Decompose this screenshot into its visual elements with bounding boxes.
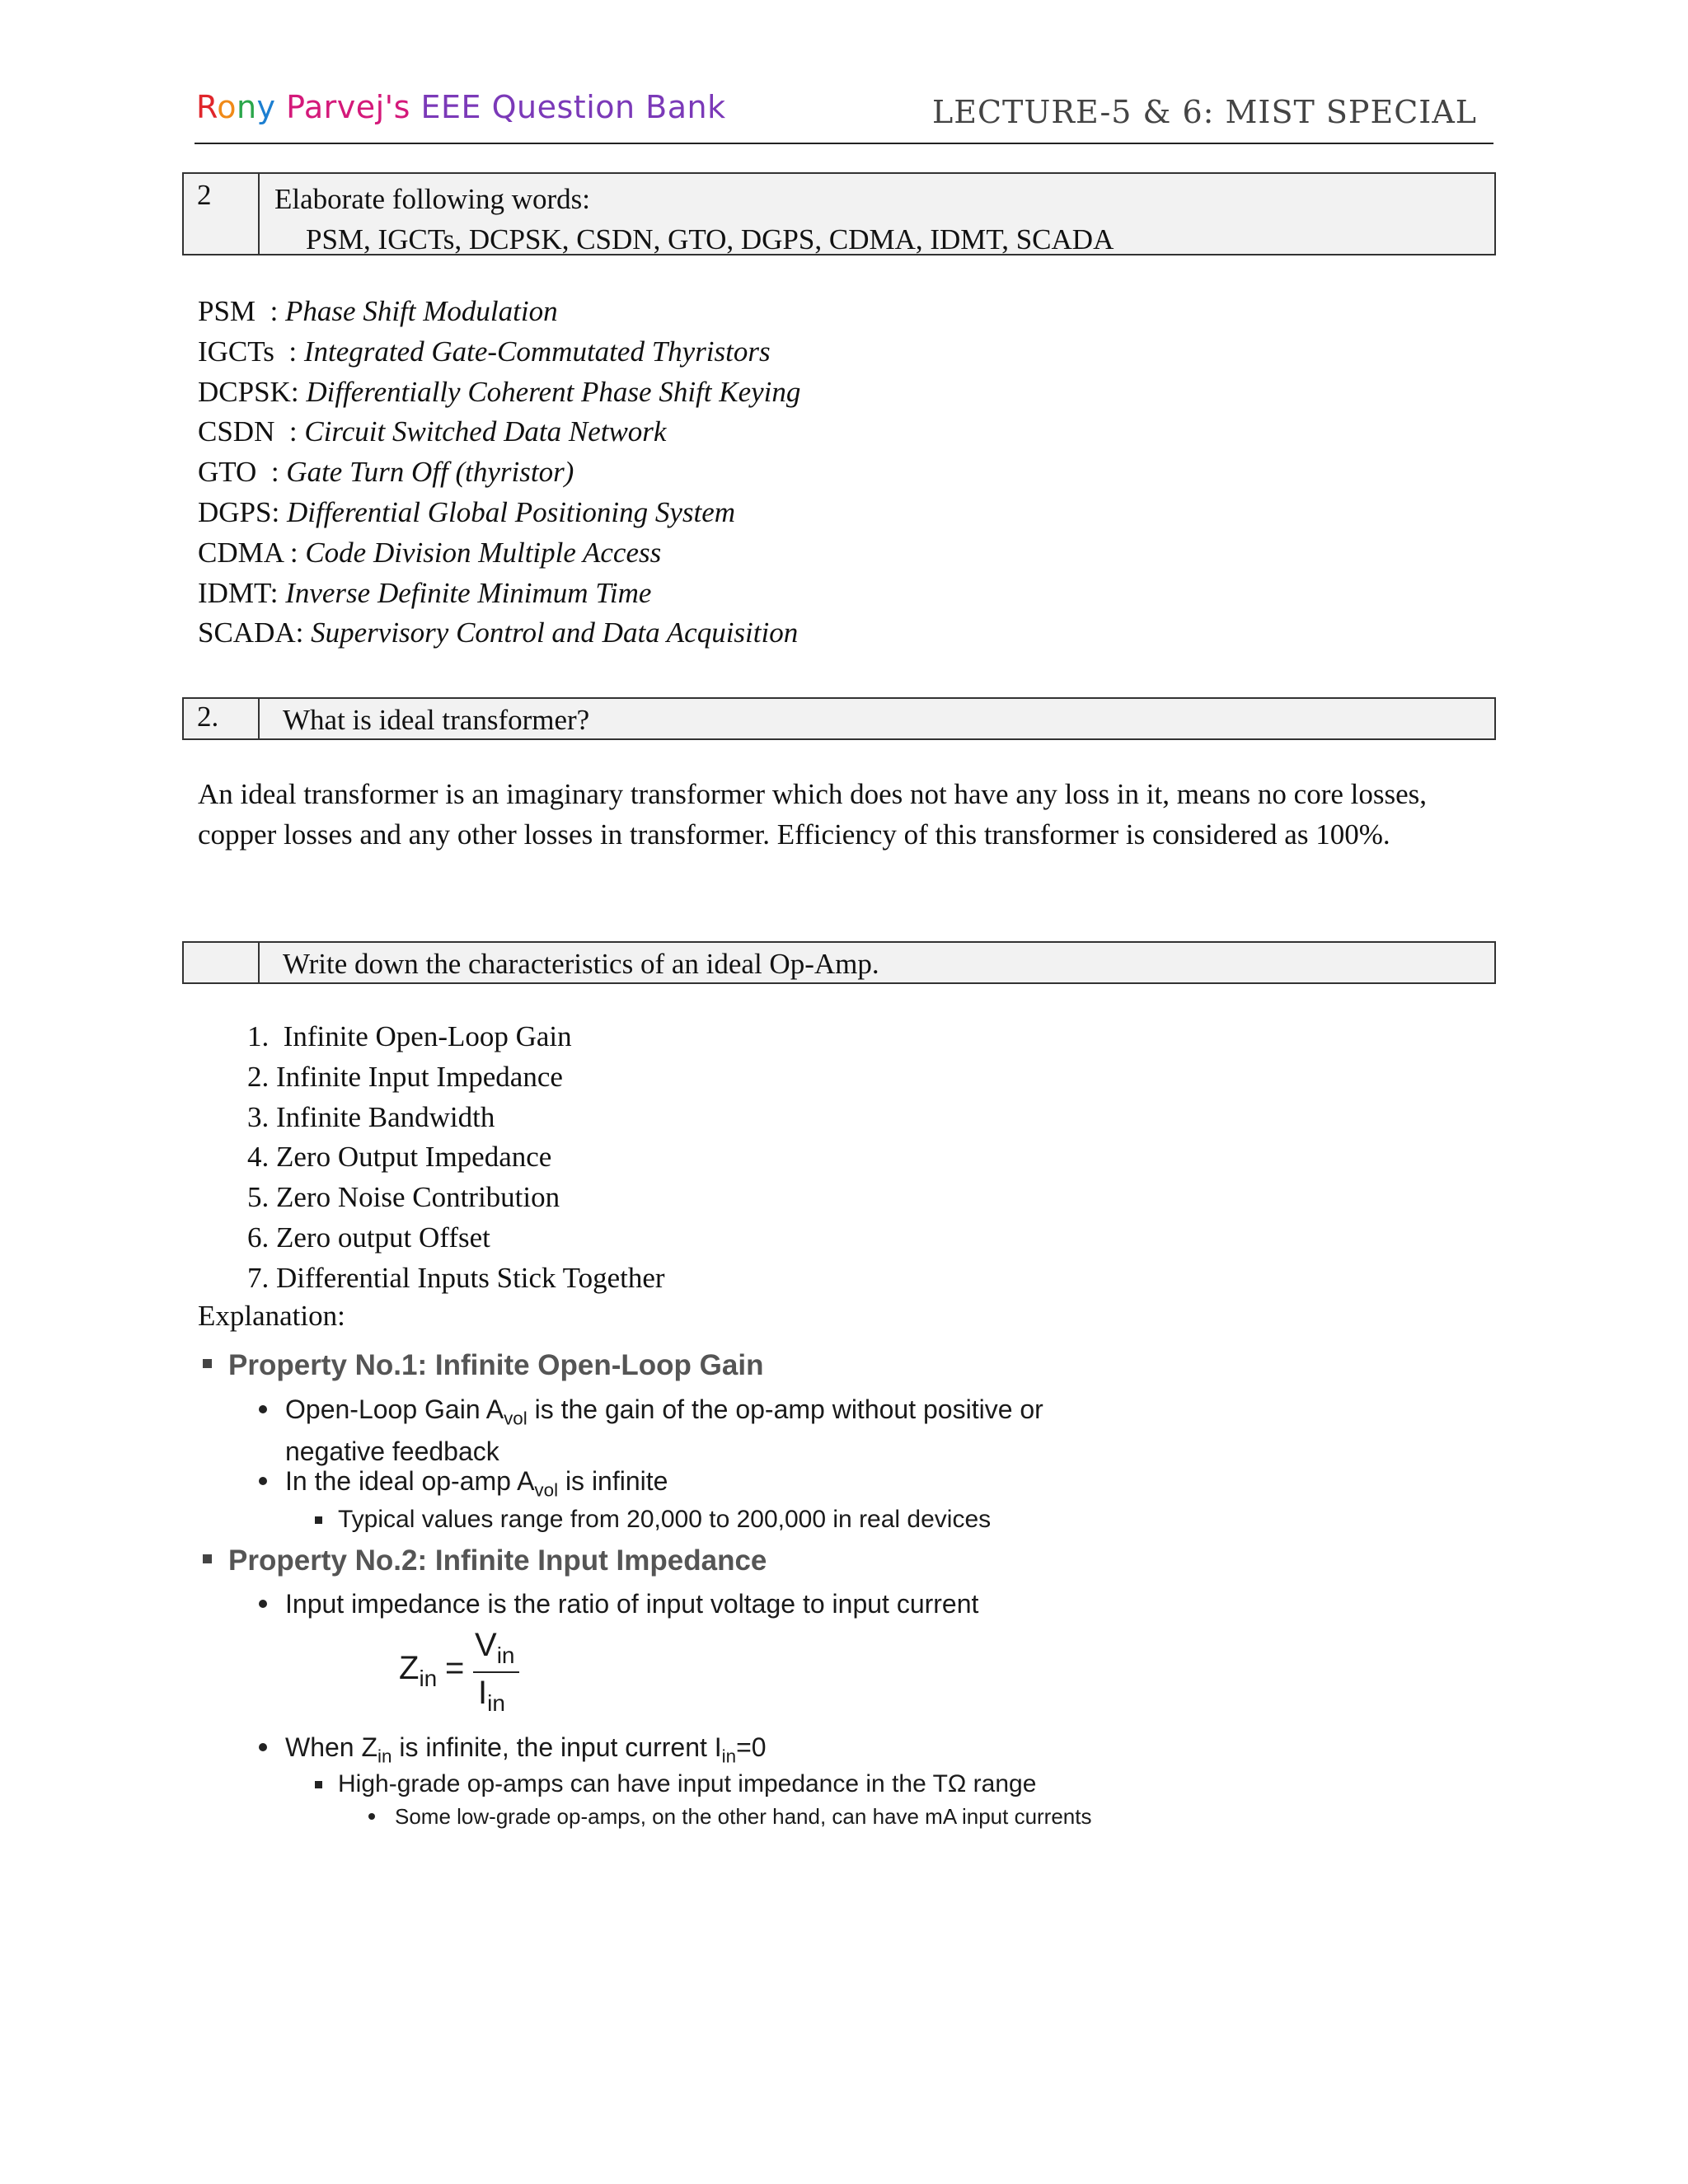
- property-2-bullet-2: [259, 1731, 1001, 1765]
- question-number: 2.: [184, 699, 260, 738]
- list-item: 4. Zero Output Impedance: [247, 1141, 552, 1174]
- list-item: 1. Infinite Open-Loop Gain: [247, 1020, 572, 1052]
- bullet-dot-icon: [259, 1743, 267, 1751]
- equation-lhs: $Z_{in}$: [399, 1650, 438, 1691]
- list-item: 7. Differential Inputs Stick Together: [247, 1261, 665, 1294]
- equation-numerator: $V_{in}$: [475, 1627, 515, 1668]
- question-box-3: [182, 941, 1496, 984]
- bullet-text: Open-Loop Gain $A_{vol}$ is the gain of the op-amp without positive or negative feedback: [285, 1394, 1043, 1467]
- question-text: What is ideal transformer?: [283, 704, 590, 736]
- brand-letter-n: n: [236, 89, 257, 125]
- abbreviation-item: GTO : Gate Turn Off (thyristor): [198, 456, 574, 489]
- bullet-text: High-grade op-amps can have input impedance in the TΩ range: [338, 1770, 1037, 1797]
- square-bullet-icon: [203, 1359, 212, 1368]
- question-line-1: Elaborate following words:: [274, 183, 590, 215]
- abbreviation-item: DGPS: Differential Global Positioning System: [198, 495, 736, 528]
- property-1-title: Property No.1: Infinite Open-Loop Gain: [203, 1349, 763, 1382]
- question-text: [274, 179, 1114, 260]
- property-1-bullet-2: [259, 1465, 1001, 1499]
- question-box-1: [182, 172, 1496, 255]
- square-bullet-icon: [203, 1554, 212, 1563]
- property-1-bullet-1: [259, 1393, 1165, 1467]
- abbreviation-item: IGCTs : Integrated Gate-Commutated Thyristors: [198, 335, 771, 368]
- brand-author-surname: Parvej's: [286, 89, 410, 125]
- question-box-2: [182, 697, 1496, 740]
- list-item: 2. Infinite Input Impedance: [247, 1060, 563, 1093]
- bullet-dot-icon: [259, 1600, 267, 1608]
- bullet-text: Input impedance is the ratio of input voltage to input current: [285, 1589, 979, 1619]
- explanation-label: Explanation:: [198, 1300, 345, 1332]
- brand-letter-r: R: [196, 89, 218, 125]
- bullet-text: In the ideal op-amp $A_{vol}$ is infinite: [285, 1466, 668, 1501]
- brand-letter-y: y: [256, 89, 276, 125]
- abbreviation-item: DCPSK: Differentially Coherent Phase Shift Keying: [198, 375, 801, 408]
- square-bullet-icon: [315, 1516, 322, 1524]
- bullet-dot-icon: [259, 1477, 267, 1485]
- bullet-text: Typical values range from 20,000 to 200,000 in real devices: [338, 1506, 992, 1533]
- abbreviation-item: CDMA : Code Division Multiple Access: [198, 536, 662, 569]
- fraction-bar: [473, 1671, 519, 1673]
- question-text: Write down the characteristics of an ideal Op-Amp.: [283, 948, 879, 980]
- property-2-bullet-1: [259, 1587, 1165, 1622]
- header-lecture-label: LECTURE-5 & 6: MIST SPECIAL: [931, 94, 1477, 130]
- property-2-sub-sub-bullet: [368, 1802, 1193, 1832]
- brand-subtitle: EEE Question Bank: [420, 89, 726, 125]
- equation-equals: =: [445, 1650, 465, 1686]
- question-line-2: PSM, IGCTs, DCPSK, CSDN, GTO, DGPS, CDMA, IDMT, SCADA: [306, 223, 1114, 255]
- brand-letter-o: o: [217, 89, 237, 125]
- property-2-title: Property No.2: Infinite Input Impedance: [203, 1544, 767, 1577]
- property-1-sub-bullet: [315, 1504, 1139, 1537]
- abbreviation-item: SCADA: Supervisory Control and Data Acquisition: [198, 616, 799, 649]
- abbreviation-list: [198, 292, 800, 654]
- bullet-dot-icon: [368, 1813, 375, 1820]
- property-2-sub-bullet: [315, 1769, 1139, 1802]
- list-item: 3. Infinite Bandwidth: [247, 1100, 495, 1133]
- list-item: 5. Zero Noise Contribution: [247, 1181, 560, 1214]
- abbreviation-item: IDMT: Inverse Definite Minimum Time: [198, 576, 652, 609]
- equation-denominator: $I_{in}$: [478, 1675, 505, 1716]
- header-divider: [195, 143, 1493, 144]
- characteristics-list: [247, 1017, 665, 1299]
- answer-paragraph: An ideal transformer is an imaginary transformer which does not have any loss in it, means no core losses, copper losses and any other losses in transformer. Efficiency of this transformer is considered as 100%.: [198, 778, 1428, 851]
- square-bullet-icon: [315, 1781, 322, 1788]
- question-number: 2: [184, 174, 260, 254]
- impedance-equation: [399, 1627, 531, 1722]
- question-number: [184, 943, 260, 982]
- brand-title: [196, 89, 726, 125]
- list-item: 6. Zero output Offset: [247, 1221, 490, 1254]
- bullet-text: When $Z_{in}$ is infinite, the input current $I_{in}=0$: [285, 1732, 767, 1767]
- bullet-text: Some low-grade op-amps, on the other hand, can have mA input currents: [395, 1804, 1092, 1829]
- abbreviation-item: CSDN : Circuit Switched Data Network: [198, 415, 667, 448]
- abbreviation-item: PSM : Phase Shift Modulation: [198, 295, 558, 327]
- bullet-dot-icon: [259, 1405, 267, 1413]
